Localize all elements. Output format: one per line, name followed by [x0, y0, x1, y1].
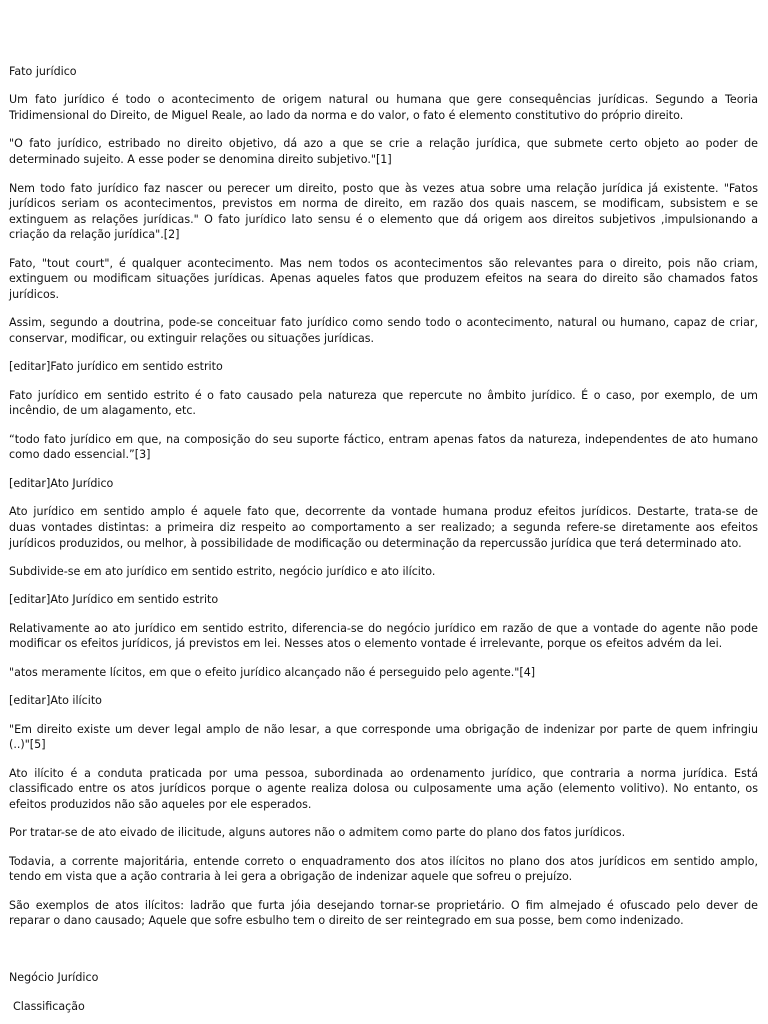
document-body	[9, 64, 758, 1014]
section-heading	[9, 592, 758, 608]
section-heading-text: Ato Jurídico em sentido estrito	[50, 593, 219, 607]
paragraph-line: criação da relação jurídica".[2]	[9, 228, 180, 242]
paragraph-line: classificado entre os atos jurídicos porque o agente realiza dolosa ou culposamente uma ação (elemento volitivo). No entanto, os	[9, 782, 758, 796]
paragraph	[9, 898, 758, 929]
paragraph-line: Relativamente ao ato jurídico em sentido estrito, diferencia-se do negócio jurídico em razão de que a vontade do agente não pode	[9, 621, 758, 635]
quote-paragraph	[9, 722, 758, 753]
section-heading-classificacao: Classificação	[13, 999, 85, 1013]
paragraph-line: Nem todo fato jurídico faz nascer ou perecer um direito, posto que às vezes atua sobre uma relação jurídica já existente. "Fatos	[9, 181, 758, 195]
paragraph	[9, 825, 758, 841]
paragraph-line: reparar o dano causado; Aquele que sofre esbulho tem o direito de ser reintegrado em sua posse, bem como indenizado.	[9, 914, 684, 928]
paragraph-line: "atos meramente lícitos, em que o efeito jurídico alcançado não é perseguido pelo agente."[4]	[9, 665, 536, 679]
paragraph-line: efeitos produzidos não são aqueles por ele esperados.	[9, 797, 312, 811]
paragraph-line: Fato jurídico em sentido estrito é o fato causado pela natureza que repercute no âmbito jurídico. É o caso, por exemplo, de um	[9, 388, 758, 402]
paragraph	[9, 766, 758, 813]
paragraph-line: Subdivide-se em ato jurídico em sentido estrito, negócio jurídico e ato ilícito.	[9, 564, 436, 578]
paragraph-line: Ato jurídico em sentido amplo é aquele fato que, decorrente da vontade humana produz efeitos jurídicos. Destarte, trata-se de	[9, 505, 758, 519]
paragraph	[9, 315, 758, 346]
paragraph	[9, 621, 758, 652]
paragraph-line: "O fato jurídico, estribado no direito objetivo, dá azo a que se crie a relação jurídica, que submete certo objeto ao poder de	[9, 137, 758, 151]
section-heading	[9, 359, 758, 375]
paragraph-line: Ato ilícito é a conduta praticada por uma pessoa, subordinada ao ordenamento jurídico, que contraria a norma jurídica. Está	[9, 766, 758, 780]
paragraph-line: modificar os efeitos jurídicos, já previstos em lei. Nesses atos o elemento vontade é irrelevante, porque os efeitos advém da lei.	[9, 637, 723, 651]
paragraph	[9, 92, 758, 123]
paragraph	[9, 388, 758, 419]
paragraph-line: jurídicos.	[9, 287, 60, 301]
section-heading-text: Ato ilícito	[50, 694, 102, 708]
paragraph-line: Tridimensional do Direito, de Miguel Reale, ao lado da norma e do valor, o fato é elemento constitutivo do próprio direito.	[9, 109, 684, 123]
paragraph-line: Fato, "tout court", é qualquer acontecimento. Mas nem todos os acontecimentos são relevantes para o direito, pois não criam,	[9, 256, 758, 270]
paragraph-line: conservar, modificar, ou extinguir relações ou situações jurídicas.	[9, 331, 375, 345]
paragraph-line: Todavia, a corrente majoritária, entende correto o enquadramento dos atos ilícitos no plano dos atos jurídicos em sentido amplo,	[9, 854, 758, 868]
paragraph-line: "Em direito existe um dever legal amplo de não lesar, a que corresponde uma obrigação de indenizar por parte de quem infringiu	[9, 722, 758, 736]
section-heading-text: Fato jurídico em sentido estrito	[50, 360, 223, 374]
paragraph-line: extinguem as relações jurídicas." O fato jurídico lato sensu é o elemento que dá origem aos direitos subjetivos ,impulsionando a	[9, 212, 758, 226]
paragraph-line: jurídicos produzidos, ou melhor, à possibilidade de modificação ou determinação da repercussão jurídica que terá determinado ato.	[9, 536, 742, 550]
quote-paragraph	[9, 432, 758, 463]
paragraph-line: tendo em vista que a ação contraria à lei gera a obrigação de indenizar aquele que sofreu o prejuízo.	[9, 870, 573, 884]
paragraph-line: incêndio, de um alagamento, etc.	[9, 404, 196, 418]
paragraph	[9, 181, 758, 243]
paragraph-line: determinado sujeito. A esse poder se denomina direito subjetivo."[1]	[9, 153, 392, 167]
edit-link: [editar]	[9, 360, 51, 374]
edit-link: [editar]	[9, 694, 51, 708]
quote-paragraph	[9, 665, 758, 681]
paragraph	[9, 854, 758, 885]
edit-link: [editar]	[9, 593, 51, 607]
document-title: Fato jurídico	[9, 65, 77, 78]
paragraph	[9, 564, 758, 580]
section-heading	[9, 476, 758, 492]
paragraph-line: “todo fato jurídico em que, na composição do seu suporte fáctico, entram apenas fatos da natureza, independentes de ato humano	[9, 432, 758, 446]
paragraph-line: jurídicos seriam os acontecimentos, previstos em norma de direito, em razão dos quais nascem, se modificam, subsistem e se	[9, 197, 758, 211]
paragraph-line: como dado essencial.”[3]	[9, 448, 151, 462]
paragraph	[9, 504, 758, 551]
paragraph-line: Por tratar-se de ato eivado de ilicitude, alguns autores não o admitem como parte do plano dos fatos jurídicos.	[9, 826, 626, 840]
paragraph-line: Assim, segundo a doutrina, pode-se conceituar fato jurídico como sendo todo o acontecimento, natural ou humano, capaz de criar,	[9, 316, 758, 330]
paragraph	[9, 136, 758, 167]
paragraph-line: (..)"[5]	[9, 738, 46, 752]
paragraph-line: extinguem ou modificam situações jurídicas. Apenas aqueles fatos que produzem efeitos na seara do direito são chamados fatos	[9, 272, 758, 286]
section-heading-negocio-juridico: Negócio Jurídico	[9, 971, 99, 985]
paragraph	[9, 256, 758, 303]
paragraph-line: São exemplos de atos ilícitos: ladrão que furta jóia desejando tornar-se proprietário. O fim almejado é ofuscado pelo dever de	[9, 898, 758, 912]
paragraph-line: duas vontades distintas: a primeira diz respeito ao comportamento a ser realizado; a segunda refere-se diretamente aos efeitos	[9, 520, 758, 534]
section-heading	[9, 693, 758, 709]
edit-link: [editar]	[9, 476, 51, 490]
section-heading-text: Ato Jurídico	[50, 476, 114, 490]
paragraph-line: Um fato jurídico é todo o acontecimento de origem natural ou humana que gere consequências jurídicas. Segundo a Teoria	[9, 93, 758, 107]
